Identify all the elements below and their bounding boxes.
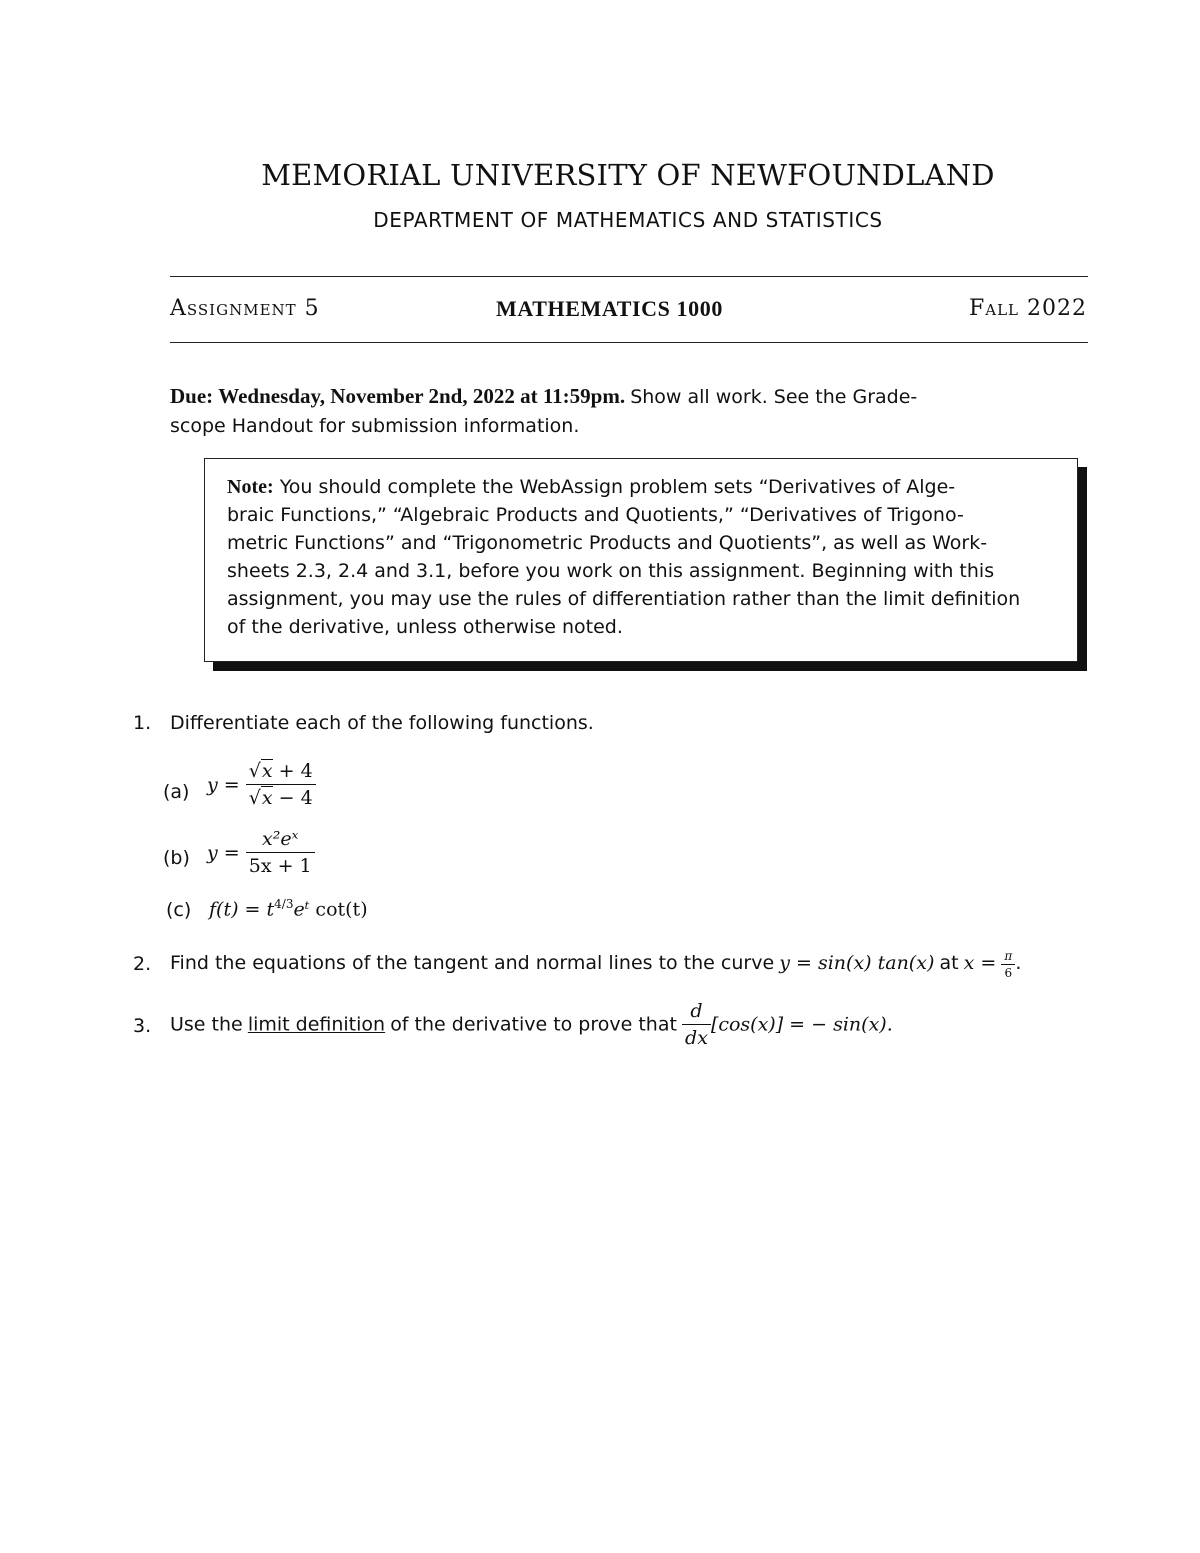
- q1c-exp-term: eᵗ: [293, 898, 310, 921]
- q1c-expression: [209, 897, 368, 920]
- due-label: Due:: [170, 384, 214, 408]
- q1b-lhs: y =: [207, 841, 240, 864]
- q1a-num-rest: + 4: [272, 760, 313, 782]
- q3-underlined: limit definition: [247, 1013, 386, 1036]
- due-date: Wednesday, November 2nd, 2022 at 11:59pm.: [218, 384, 626, 408]
- term: Fall 2022: [968, 296, 1087, 321]
- note-text-1: You should complete the WebAssign problem sets “Derivatives of Alge-: [279, 476, 956, 498]
- q3-line: [170, 1000, 893, 1049]
- q1a-lhs: y =: [207, 773, 240, 796]
- q3-number: 3.: [133, 1015, 152, 1037]
- note-line-2: braic Functions,” “Algebraic Products and Quotients,” “Derivatives of Trigono-: [227, 504, 964, 526]
- q3-d-num: d: [682, 1000, 711, 1025]
- note-line-6: of the derivative, unless otherwise noted.: [227, 616, 623, 638]
- department-name: DEPARTMENT OF MATHEMATICS AND STATISTICS: [373, 208, 883, 232]
- q2-point-fraction: [1001, 950, 1015, 979]
- note-line-4: sheets 2.3, 2.4 and 3.1, before you work on this assignment. Beginning with this: [227, 560, 995, 582]
- q3-text-before: Use the: [170, 1013, 243, 1036]
- q2-number: 2.: [133, 953, 152, 975]
- due-paragraph: [170, 382, 1088, 441]
- note-box: [204, 458, 1078, 662]
- q1a-num-radicand: x: [261, 760, 273, 782]
- q1b-expression: [207, 828, 315, 877]
- q1c-cot-term: cot(t): [309, 898, 368, 921]
- course-title: MATHEMATICS 1000: [496, 296, 723, 321]
- q1a-den-rest: − 4: [272, 787, 313, 809]
- q1b-numerator: x²eˣ: [246, 828, 315, 853]
- q3-d-den: dx: [685, 1027, 708, 1049]
- q2-line: Find the equations of the tangent and normal lines to the curve y = sin(x) tan(x) at x = $\frac{\pi}{6}$ .: [170, 949, 1022, 980]
- q1a-den-radicand: x: [261, 787, 273, 809]
- university-name: MEMORIAL UNIVERSITY OF NEWFOUNDLAND: [261, 158, 995, 192]
- q1a-expression: [207, 760, 316, 809]
- q1a-label: (a): [163, 781, 190, 803]
- q3-text-after: of the derivative to prove that: [390, 1013, 677, 1036]
- note-label: Note:: [227, 476, 274, 498]
- q1b-label: (b): [163, 847, 190, 869]
- q2-point-lhs: x =: [963, 952, 997, 974]
- q1-number: 1.: [133, 712, 152, 734]
- q1b-denominator: 5x + 1: [248, 855, 312, 877]
- q2-curve: y = sin(x) tan(x): [779, 952, 935, 974]
- note-line-1: [227, 476, 955, 499]
- assignment-number: Assignment 5: [170, 296, 320, 321]
- note-line-5: assignment, you may use the rules of differentiation rather than the limit definition: [227, 588, 1021, 610]
- q3-derivative-operator: [682, 1000, 711, 1049]
- q1-text: Differentiate each of the following functions.: [170, 712, 594, 734]
- header-bottom-rule: [170, 342, 1088, 343]
- note-line-3: metric Functions” and “Trigonometric Products and Quotients”, as well as Work-: [227, 532, 988, 554]
- q1c-lhs: f(t) = t: [209, 898, 275, 921]
- q2-point-num: π: [1001, 950, 1015, 965]
- q2-text: Find the equations of the tangent and normal lines to the curve: [170, 952, 775, 974]
- q2-point-den: 6: [1004, 966, 1013, 980]
- q2-at: at: [939, 952, 959, 974]
- q3-expression: [cos(x)] = − sin(x).: [710, 1013, 893, 1036]
- q1a-fraction: $\frac{√x + 4}{√x - 4}$: [246, 760, 316, 809]
- q1b-fraction: [246, 828, 315, 877]
- q1c-exponent: 4/3: [274, 897, 294, 911]
- due-instructions-2: scope Handout for submission information.: [170, 415, 580, 437]
- header-top-rule: [170, 276, 1088, 277]
- q1c-label: (c): [166, 899, 192, 921]
- due-instructions-1: Show all work. See the Grade-: [630, 386, 918, 408]
